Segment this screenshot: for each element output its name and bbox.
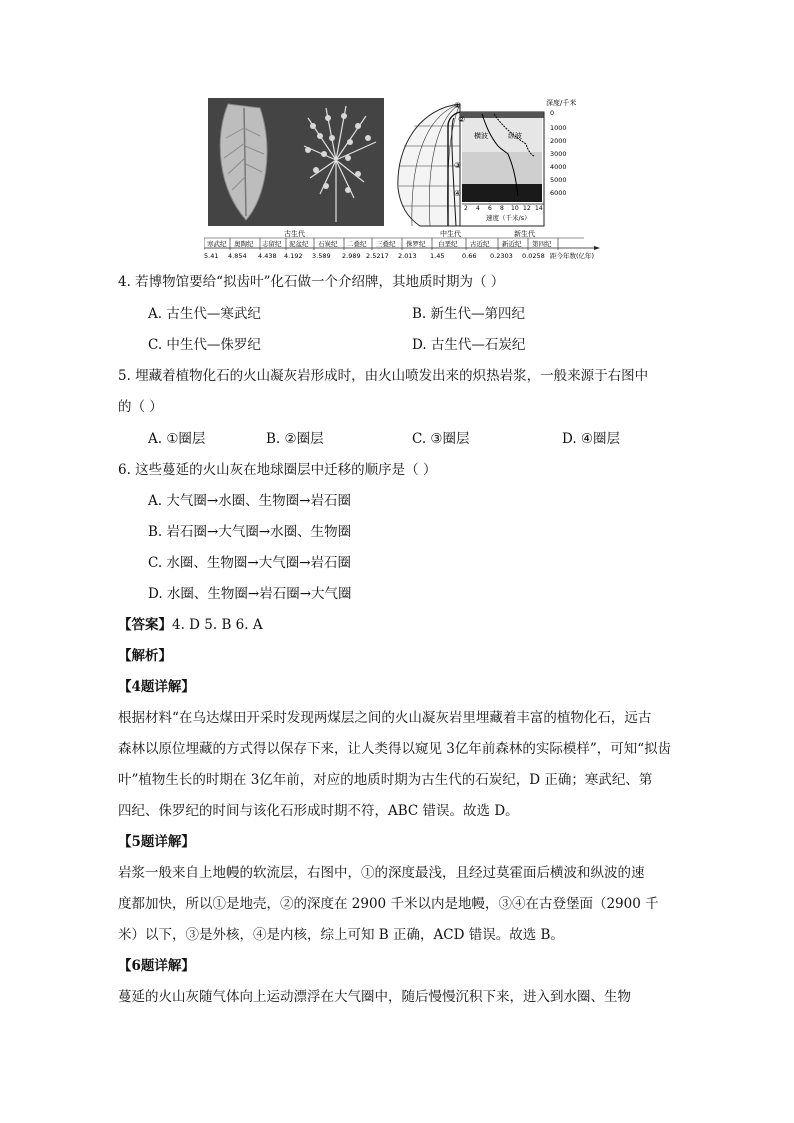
depth-tick: 1000	[550, 124, 567, 132]
depth-axis-title: 深度/千米	[546, 99, 577, 107]
depth-tick: 2000	[550, 137, 567, 145]
q5-option-a: A. ①圈层	[148, 431, 206, 447]
q6-option-d: D. 水圈、生物圈→岩石圈→大气圈	[148, 586, 352, 602]
detail-5-line: 度都加快，所以①是地壳，②的深度在 2900 千米以内是地幔，③④在古登堡面（2900 千	[118, 896, 659, 912]
period-label: 第四纪	[532, 240, 552, 248]
q5-option-b: B. ②圈层	[266, 431, 324, 447]
period-label: 新近纪	[502, 240, 522, 248]
period-value: 1.45	[430, 252, 445, 260]
period-label: 侏罗纪	[406, 240, 426, 248]
speed-tick: 10	[511, 205, 519, 212]
question-4-stem: 4. 若博物馆要给“拟齿叶”化石做一个介绍牌，其地质时期为（ ）	[118, 274, 505, 290]
period-label: 三叠纪	[376, 240, 396, 248]
fossil-photo	[208, 98, 384, 226]
detail-4-line: 叶”植物生长的时期在 3亿年前，对应的地质时期为古生代的石炭纪，D 正确；寒武纪、第	[118, 772, 653, 788]
timeline-axis-label: 距今年数(亿年)	[550, 252, 595, 260]
detail-5-heading: 【5题详解】	[118, 834, 195, 850]
q6-option-b: B. 岩石圈→大气圈→水圈、生物圈	[148, 524, 352, 540]
layer-3-label: ③	[454, 161, 462, 170]
depth-tick: 3000	[550, 150, 567, 158]
period-value: 2.5217	[366, 252, 389, 260]
period-value: 0.0258	[522, 252, 545, 260]
period-value: 4.854	[228, 252, 247, 260]
detail-5-line: 岩浆一般来自上地幔的软流层，右图中，①的深度最浅，且经过莫霍面后横波和纵波的速	[118, 865, 645, 881]
period-label: 白垩纪	[438, 240, 458, 248]
layer-4-label: ④	[454, 189, 462, 198]
question-5-stem: 5. 埋藏着植物化石的火山凝灰岩形成时，由火山喷发出来的炽热岩浆，一般来源于右图中	[118, 368, 649, 384]
detail-5-line: 米）以下，③是外核，④是内核，综上可知 B 正确，ACD 错误。故选 B。	[118, 927, 564, 943]
period-value: 0.66	[462, 252, 477, 260]
question-5-stem-cont: 的（ ）	[118, 399, 163, 415]
s-wave-label: 横波	[474, 132, 488, 140]
period-value: 4.192	[284, 252, 303, 260]
earth-interior-diagram	[390, 96, 600, 228]
detail-4-line: 四纪、侏罗纪的时间与该化石形成时期不符，ABC 错误。故选 D。	[118, 803, 519, 819]
fossil-and-earth-structure-figure	[204, 96, 600, 264]
q4-option-b: B. 新生代—第四纪	[412, 306, 526, 322]
depth-tick: 4000	[550, 163, 567, 171]
speed-tick: 8	[500, 205, 504, 212]
answer-line	[118, 613, 678, 633]
detail-6-heading: 【6题详解】	[118, 958, 195, 974]
detail-4-line: 根据材料“在乌达煤田开采时发现两煤层之间的火山凝灰岩里埋藏着丰富的植物化石，远古	[118, 710, 652, 726]
answer-label: 【答案】	[118, 617, 172, 633]
layer-1-label: ①	[454, 101, 462, 110]
period-label: 泥盆纪	[289, 240, 309, 248]
question-6-stem: 6. 这些蔓延的火山灰在地球圈层中迁移的顺序是（ ）	[118, 462, 437, 478]
layer-2-label: ②	[458, 115, 466, 124]
speed-axis-label: 速度（千米/s）	[486, 214, 531, 222]
period-label: 二叠纪	[347, 240, 367, 248]
era-label: 新生代	[514, 230, 535, 238]
q4-option-d: D. 古生代—石炭纪	[412, 337, 526, 353]
answer-text: 4. D 5. B 6. A	[172, 617, 263, 633]
era-label: 古生代	[284, 230, 305, 238]
speed-tick: 14	[535, 205, 543, 212]
depth-tick: 6000	[550, 189, 567, 197]
detail-6-line: 蔓延的火山灰随气体向上运动漂浮在大气圈中，随后慢慢沉积下来，进入到水圈、生物	[118, 989, 631, 1005]
period-value: 0.2303	[490, 252, 513, 260]
period-label: 石炭纪	[318, 240, 338, 248]
speed-tick: 2	[464, 205, 468, 212]
depth-tick: 0	[550, 109, 555, 117]
detail-4-heading: 【4题详解】	[118, 679, 195, 695]
q5-option-c: C. ③圈层	[412, 431, 470, 447]
geologic-timeline	[204, 228, 600, 262]
period-label: 寒武纪	[207, 240, 227, 248]
q4-option-a: A. 古生代—寒武纪	[148, 306, 261, 322]
analysis-label: 【解析】	[118, 648, 172, 664]
q6-option-a: A. 大气圈→水圈、生物圈→岩石圈	[148, 493, 351, 509]
period-value: 3.589	[312, 252, 331, 260]
period-value: 5.41	[204, 252, 219, 260]
q5-option-d: D. ④圈层	[562, 431, 621, 447]
period-value: 4.438	[258, 252, 277, 260]
q6-option-c: C. 水圈、生物圈→大气圈→岩石圈	[148, 555, 352, 571]
q4-option-c: C. 中生代—侏罗纪	[148, 337, 261, 353]
p-wave-label: 纵波	[508, 132, 522, 140]
period-value: 2.989	[342, 252, 361, 260]
speed-tick: 4	[476, 205, 480, 212]
detail-4-line: 森林以原位埋藏的方式得以保存下来，让人类得以窥见 3亿年前森林的实际模样”，可知“拟齿	[118, 741, 672, 757]
era-label: 中生代	[440, 230, 461, 238]
period-label: 志留纪	[262, 240, 282, 248]
depth-tick: 5000	[550, 176, 567, 184]
speed-tick: 6	[488, 205, 492, 212]
period-value: 2.013	[398, 252, 417, 260]
period-label: 奥陶纪	[234, 240, 254, 248]
period-label: 古近纪	[470, 240, 490, 248]
speed-tick: 12	[523, 205, 531, 212]
